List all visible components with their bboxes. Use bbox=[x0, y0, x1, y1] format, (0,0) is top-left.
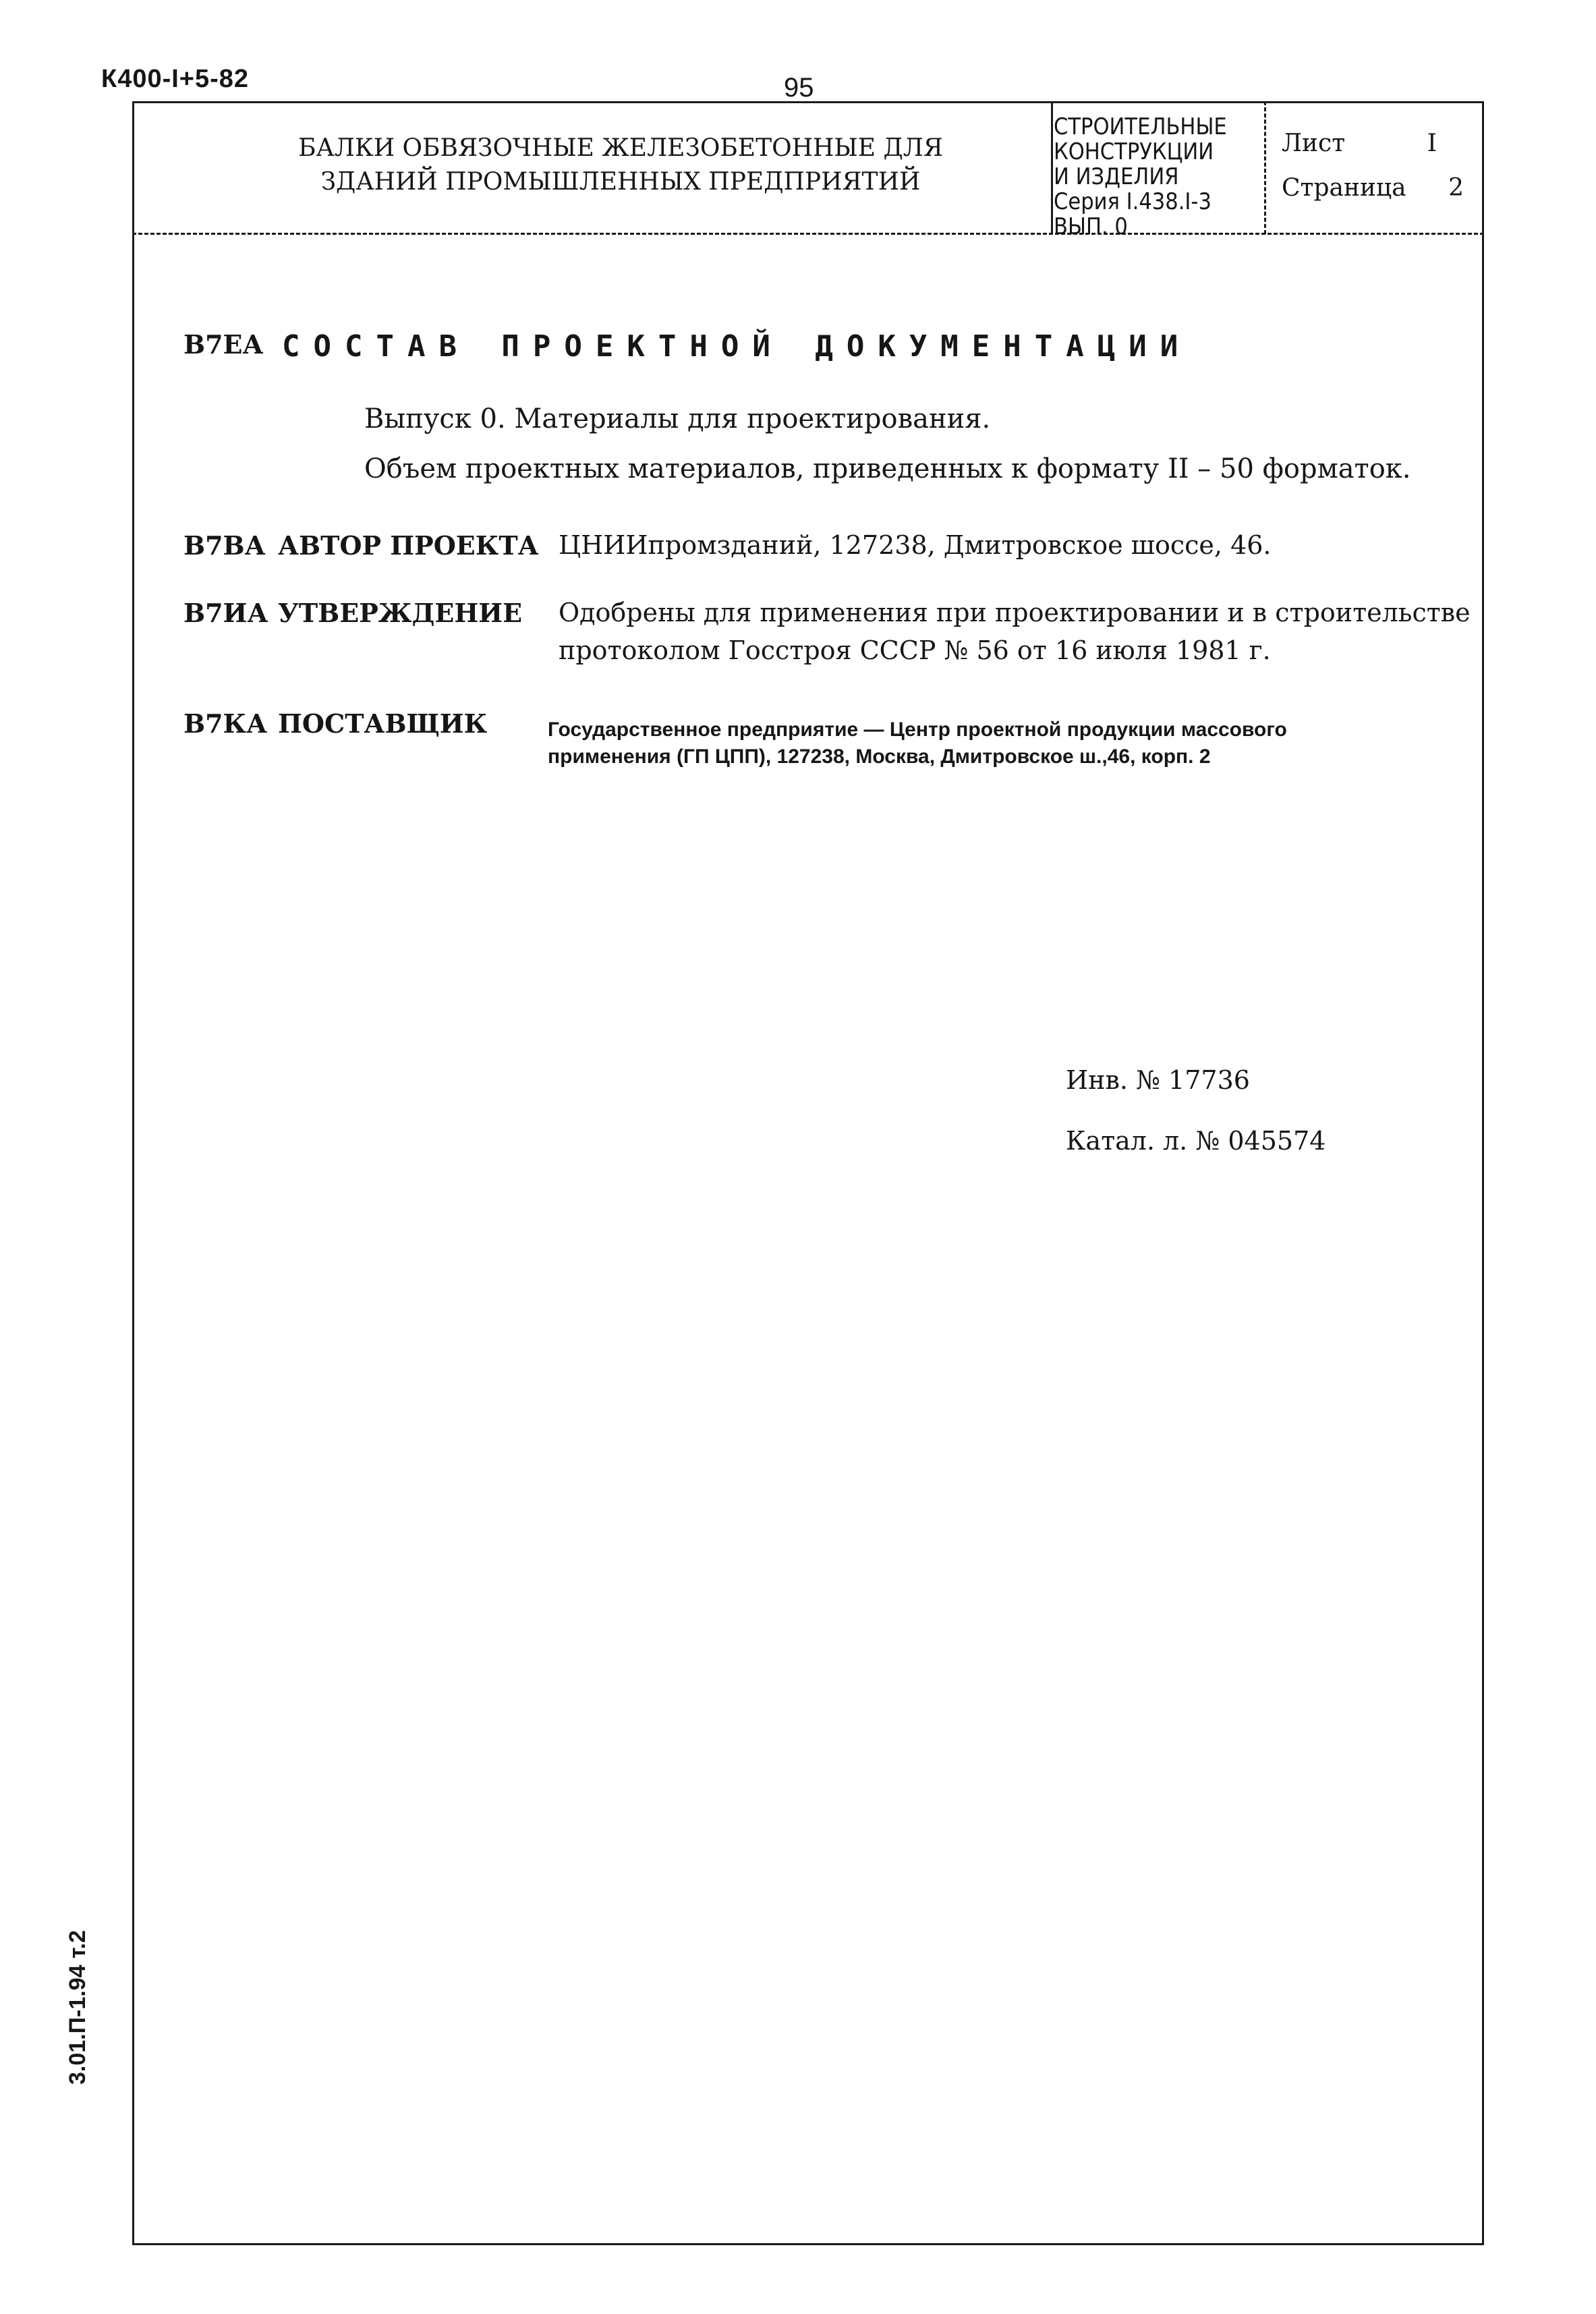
supplier-label: ПОСТАВЩИК bbox=[278, 708, 488, 739]
header-divider bbox=[132, 233, 1484, 235]
page-number: 95 bbox=[784, 73, 814, 103]
supplier-value bbox=[548, 716, 1425, 770]
page-label: Страница bbox=[1282, 174, 1406, 202]
inventory-info bbox=[1066, 1050, 1326, 1171]
series-line: КОНСТРУКЦИИ bbox=[1054, 138, 1214, 165]
record-code: В7ВА bbox=[183, 530, 266, 561]
header-cell-divider bbox=[1051, 101, 1053, 234]
sheet-value: I bbox=[1427, 130, 1437, 157]
document-title bbox=[202, 132, 1039, 199]
side-code: 3.01.П-1.94 т.2 bbox=[65, 1929, 90, 2085]
sheet-label: Лист bbox=[1282, 130, 1346, 157]
series-line: Серия I.438.I-3 bbox=[1054, 188, 1212, 215]
record-code: В7ИА bbox=[183, 598, 268, 628]
inventory-number: Инв. № 17736 bbox=[1066, 1065, 1250, 1095]
supplier-line: применения (ГП ЦПП), 127238, Москва, Дмитровское ш.,46, корп. 2 bbox=[548, 745, 1211, 768]
sheet-row bbox=[1282, 121, 1477, 166]
section-heading: СОСТАВ ПРОЕКТНОЙ ДОКУМЕНТАЦИИ bbox=[282, 329, 1192, 364]
page-row bbox=[1282, 166, 1477, 210]
approval-label: УТВЕРЖДЕНИЕ bbox=[278, 598, 523, 628]
supplier-line: Государственное предприятие — Центр проектной продукции массового bbox=[548, 718, 1287, 741]
series-line: СТРОИТЕЛЬНЫЕ bbox=[1054, 113, 1227, 140]
catalog-number: Катал. л. № 045574 bbox=[1066, 1126, 1326, 1156]
sheet-info bbox=[1282, 121, 1477, 210]
issue-line: Выпуск 0. Материалы для проектирования. bbox=[364, 403, 991, 434]
title-line: ЗДАНИЙ ПРОМЫШЛЕННЫХ ПРЕДПРИЯТИЙ bbox=[320, 168, 921, 196]
volume-line: Объем проектных материалов, приведенных к формату II – 50 форматок. bbox=[364, 453, 1411, 484]
approval-line: Одобрены для применения при проектировании и в строительстве bbox=[559, 598, 1471, 627]
series-info bbox=[1054, 115, 1263, 239]
author-label: АВТОР ПРОЕКТА bbox=[278, 530, 539, 561]
record-code: В7КА bbox=[183, 708, 268, 739]
approval-line: протоколом Госстроя СССР № 56 от 16 июля 1981 г. bbox=[559, 636, 1271, 665]
record-code: В7ЕА bbox=[183, 329, 264, 360]
series-line: И ИЗДЕЛИЯ bbox=[1054, 163, 1179, 190]
series-line: ВЫП. 0 bbox=[1054, 213, 1128, 240]
header-cell-divider bbox=[1264, 101, 1266, 234]
title-line: БАЛКИ ОБВЯЗОЧНЫЕ ЖЕЛЕЗОБЕТОННЫЕ ДЛЯ bbox=[298, 134, 943, 162]
approval-value bbox=[559, 594, 1471, 669]
page-value: 2 bbox=[1448, 174, 1464, 202]
document-code: К400-I+5-82 bbox=[101, 65, 250, 93]
author-value: ЦНИИпромзданий, 127238, Дмитровское шоссе, 46. bbox=[559, 530, 1272, 560]
